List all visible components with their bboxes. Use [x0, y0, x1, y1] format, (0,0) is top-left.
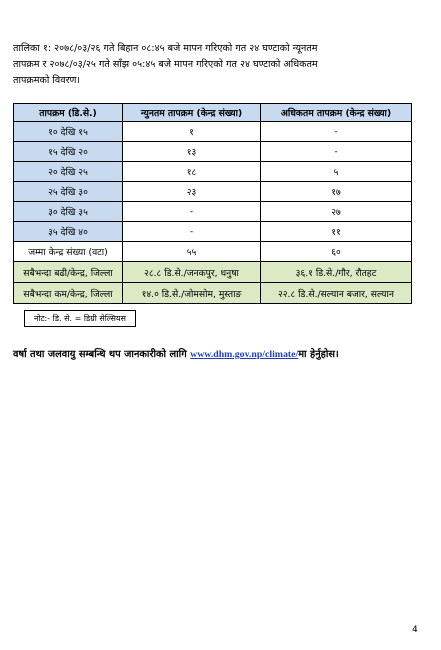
header-minimum: न्युनतम तापक्रम (केन्द्र संख्या) [123, 104, 261, 122]
range-cell: १५ देखि २० [14, 142, 123, 162]
lowest-max: २२.८ डि.से./सल्यान बजार, सल्यान [261, 283, 412, 304]
table-row [14, 182, 412, 202]
range-cell: ३५ देखि ४० [14, 222, 123, 242]
max-cell: १७ [261, 182, 412, 202]
range-cell: २५ देखि ३० [14, 182, 123, 202]
intro-paragraph [13, 41, 425, 89]
total-label: जम्मा केन्द्र संख्या (वटा) [14, 242, 123, 262]
temperature-table [13, 103, 412, 304]
min-cell: २३ [123, 182, 261, 202]
footer-text-before: वर्षा तथा जलवायु सम्बन्धि थप जानकारीको लागि [13, 349, 191, 360]
max-cell: - [261, 142, 412, 162]
highest-max: ३६.१ डि.से./गौर, रौतहट [261, 262, 412, 283]
table-row [14, 142, 412, 162]
header-temperature: तापक्रम (डि.से.) [14, 104, 123, 122]
highest-label: सबैभन्दा बढी/केन्द्र, जिल्ला [14, 262, 123, 283]
table-row [14, 202, 412, 222]
page-number: 4 [412, 625, 418, 635]
footer-text-after: मा हेर्नुहोस। [298, 349, 339, 360]
total-row [14, 242, 412, 262]
intro-line-1: तालिका १: २०७८/०३/२६ गते बिहान ०८:४५ बजे मापन गरिएको गत २४ घण्टाको न्यूनतम [13, 43, 318, 54]
lowest-row [14, 283, 412, 304]
range-cell: ३० देखि ३५ [14, 202, 123, 222]
table-row [14, 122, 412, 142]
footer-info [13, 347, 339, 360]
max-cell: ११ [261, 222, 412, 242]
range-cell: २० देखि २५ [14, 162, 123, 182]
climate-link[interactable]: www.dhm.gov.np/climate/ [190, 349, 299, 360]
range-cell: १० देखि १५ [14, 122, 123, 142]
intro-line-3: तापक्रमको विवरण। [13, 75, 81, 86]
table-row [14, 222, 412, 242]
table-header-row [14, 104, 412, 122]
min-cell: १३ [123, 142, 261, 162]
highest-row [14, 262, 412, 283]
min-cell: १ [123, 122, 261, 142]
intro-line-2: तापक्रम र २०७८/०३/२५ गते साँझ ०५:४५ बजे मापन गरिएको गत २४ घण्टाको अधिकतम [13, 59, 318, 70]
lowest-min: १४.० डि.से./जोमसोम, मुस्ताङ [123, 283, 261, 304]
unit-note: नोट:- डि. से. = डिग्री सेल्सियस [24, 310, 136, 327]
min-cell: १८ [123, 162, 261, 182]
max-cell: - [261, 122, 412, 142]
lowest-label: सबैभन्दा कम/केन्द्र, जिल्ला [14, 283, 123, 304]
max-cell: ५ [261, 162, 412, 182]
min-cell: - [123, 202, 261, 222]
header-maximum: अधिकतम तापक्रम (केन्द्र संख्या) [261, 104, 412, 122]
min-cell: - [123, 222, 261, 242]
highest-min: २८.८ डि.से./जनकपुर, धनुषा [123, 262, 261, 283]
total-min: ५५ [123, 242, 261, 262]
total-max: ६० [261, 242, 412, 262]
max-cell: २७ [261, 202, 412, 222]
table-row [14, 162, 412, 182]
